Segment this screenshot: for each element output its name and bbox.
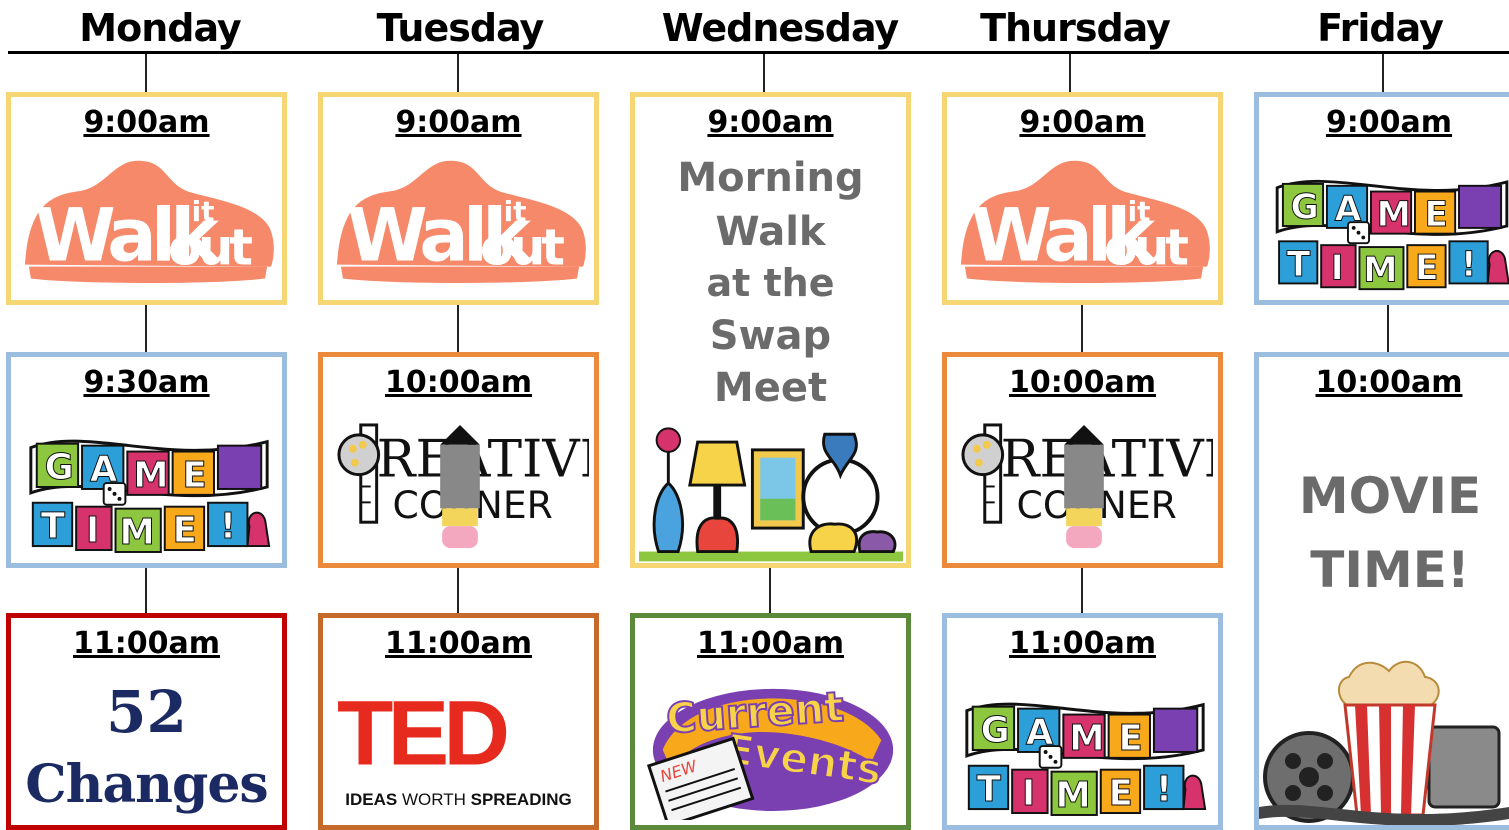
event-card-wednesday-9am xyxy=(630,92,911,568)
header-rule xyxy=(8,51,1509,54)
ted-tagline-spreading: SPREADING xyxy=(470,790,572,809)
game-time-logo-icon xyxy=(957,680,1213,820)
event-card-wednesday-11am xyxy=(630,613,911,830)
day-header-wednesday: Wednesday xyxy=(661,6,899,50)
event-card-monday-930am xyxy=(6,352,287,568)
connector xyxy=(1081,305,1083,352)
ted-tagline-worth: WORTH xyxy=(401,790,466,809)
connector xyxy=(1382,54,1384,92)
day-header-friday: Friday xyxy=(1317,6,1443,50)
event-time: 11:00am xyxy=(1009,626,1156,661)
event-time: 9:00am xyxy=(395,105,522,140)
event-title-line: Morning xyxy=(677,155,864,201)
event-title-line: Walk xyxy=(715,209,826,255)
event-card-friday-10am xyxy=(1254,352,1509,830)
ted-tagline-ideas: IDEAS xyxy=(345,790,398,809)
event-time: 11:00am xyxy=(73,626,220,661)
ted-logo-icon xyxy=(337,688,587,778)
event-time: 9:00am xyxy=(83,105,210,140)
event-time: 9:30am xyxy=(83,365,210,400)
event-card-monday-11am xyxy=(6,613,287,830)
event-title-line: at the xyxy=(706,261,835,305)
walk-it-out-logo-icon xyxy=(955,147,1213,287)
swap-meet-illustration-icon xyxy=(639,413,903,563)
connector xyxy=(1081,568,1083,613)
event-title-line: Changes xyxy=(25,754,268,815)
connector xyxy=(457,568,459,613)
event-title-line: 52 xyxy=(106,678,187,746)
connector xyxy=(1069,54,1071,92)
event-title-line: MOVIE xyxy=(1298,467,1482,525)
current-events-logo-icon xyxy=(645,670,901,820)
event-card-thursday-9am xyxy=(942,92,1223,305)
game-time-logo-icon xyxy=(1267,159,1509,293)
ted-tagline xyxy=(323,790,594,810)
event-title-line: Meet xyxy=(713,365,828,411)
connector xyxy=(763,54,765,92)
event-time: 11:00am xyxy=(385,626,532,661)
event-card-thursday-10am xyxy=(942,352,1223,568)
connector xyxy=(1387,305,1389,352)
event-time: 9:00am xyxy=(1325,105,1453,140)
creative-corner-logo-icon xyxy=(955,412,1213,557)
connector xyxy=(145,54,147,92)
game-time-logo-icon xyxy=(21,417,277,557)
event-card-tuesday-10am xyxy=(318,352,599,568)
event-title-line: TIME! xyxy=(1310,541,1470,599)
event-card-tuesday-11am xyxy=(318,613,599,830)
event-time: 10:00am xyxy=(1009,365,1156,400)
connector xyxy=(145,568,147,613)
event-time: 10:00am xyxy=(385,365,532,400)
event-card-tuesday-9am xyxy=(318,92,599,305)
event-title-line: Swap xyxy=(709,313,832,359)
walk-it-out-logo-icon xyxy=(19,147,277,287)
event-card-monday-9am xyxy=(6,92,287,305)
event-time: 9:00am xyxy=(707,105,834,140)
event-time: 11:00am xyxy=(697,626,844,661)
creative-corner-logo-icon xyxy=(331,412,589,557)
event-time: 9:00am xyxy=(1019,105,1146,140)
event-time: 10:00am xyxy=(1315,365,1463,400)
connector xyxy=(145,305,147,352)
day-header-monday: Monday xyxy=(79,6,241,50)
connector xyxy=(457,305,459,352)
walk-it-out-logo-icon xyxy=(331,147,589,287)
event-card-friday-9am xyxy=(1254,92,1509,305)
day-header-tuesday: Tuesday xyxy=(376,6,544,50)
popcorn-film-illustration-icon xyxy=(1259,657,1509,827)
event-card-thursday-11am xyxy=(942,613,1223,830)
connector xyxy=(457,54,459,92)
day-header-thursday: Thursday xyxy=(980,6,1170,50)
connector xyxy=(769,568,771,613)
